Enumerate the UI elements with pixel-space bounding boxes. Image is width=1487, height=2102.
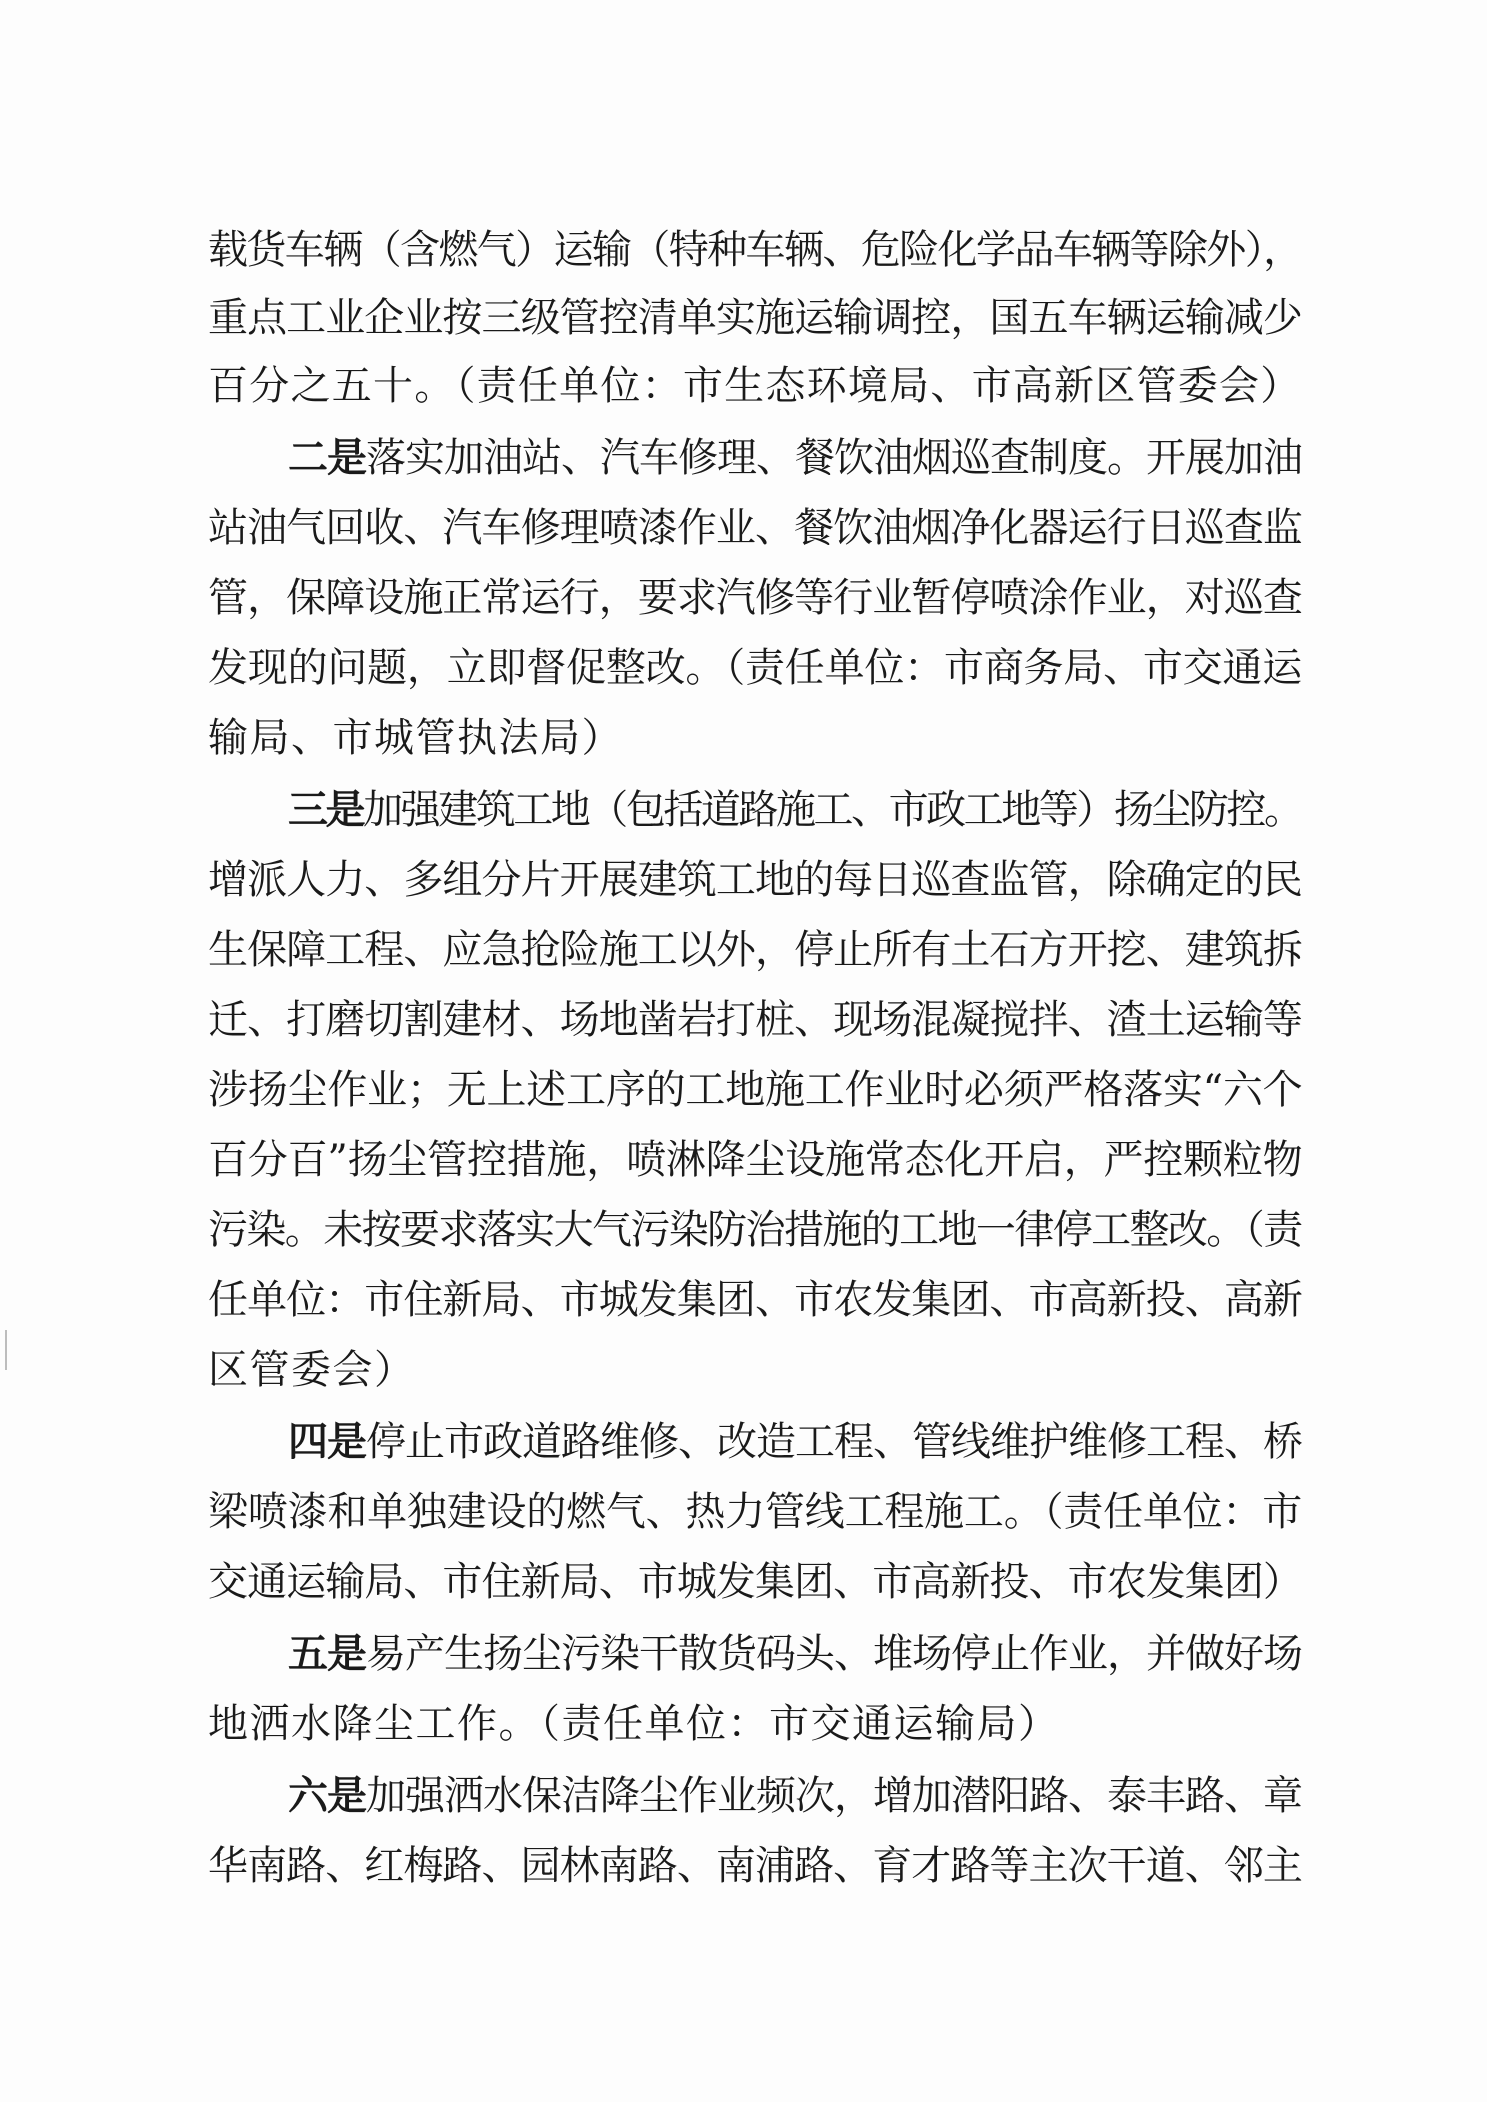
line-text: 百分百”扬尘管控措施，喷淋降尘设施常态化开启，严控颗粒物 (208, 1137, 1303, 1183)
text-line (208, 502, 1302, 554)
text-line (208, 292, 1302, 344)
line-text: 停止市政道路维修、改造工程、管线维护维修工程、桥 (366, 1419, 1302, 1465)
text-line (208, 1344, 416, 1396)
item-lead: 四是 (288, 1418, 366, 1465)
line-text: 地洒水降尘工作。（责任单位：市交通运输局） (208, 1701, 1060, 1747)
text-line (208, 360, 1302, 412)
line-text: 管，保障设施正常运行，要求汽修等行业暂停喷涂作业，对巡查 (208, 575, 1302, 621)
text-line (208, 1204, 1302, 1256)
text-line (288, 432, 1302, 484)
line-text: 落实加油站、汽车修理、餐饮油烟巡查制度。开展加油 (366, 435, 1302, 481)
text-line (288, 1416, 1302, 1468)
line-text: 生保障工程、应急抢险施工以外，停止所有土石方开挖、建筑拆 (208, 927, 1302, 973)
line-text: 增派人力、多组分片开展建筑工地的每日巡查监管，除确定的民 (208, 857, 1302, 903)
line-text: 站油气回收、汽车修理喷漆作业、餐饮油烟净化器运行日巡查监 (208, 505, 1302, 551)
item-lead: 三是 (288, 786, 364, 833)
line-text: 迁、打磨切割建材、场地凿岩打桩、现场混凝搅拌、渣土运输等 (208, 997, 1302, 1043)
line-text: 区管委会） (208, 1347, 416, 1393)
text-line (208, 642, 1302, 694)
line-text: 华南路、红梅路、园林南路、南浦路、育才路等主次干道、邻主 (208, 1843, 1302, 1889)
item-lead: 六是 (288, 1772, 366, 1819)
item-lead: 五是 (288, 1630, 366, 1677)
line-text: 污染。未按要求落实大气污染防治措施的工地一律停工整改。（责 (208, 1207, 1302, 1253)
text-line (208, 1134, 1302, 1186)
text-line (208, 1698, 1060, 1750)
text-line (208, 712, 623, 764)
line-text: 载货车辆（含燃气）运输（特种车辆、危险化学品车辆等除外）， (208, 227, 1302, 273)
text-line (208, 1556, 1302, 1608)
text-line (208, 1840, 1302, 1892)
line-text: 重点工业企业按三级管控清单实施运输调控，国五车辆运输减少 (208, 295, 1302, 341)
line-text: 百分之五十。（责任单位：市生态环境局、市高新区管委会） (208, 363, 1302, 409)
line-text: 交通运输局、市住新局、市城发集团、市高新投、市农发集团） (208, 1559, 1302, 1605)
scan-margin-mark (5, 1330, 7, 1370)
line-text: 易产生扬尘污染干散货码头、堆场停止作业，并做好场 (366, 1631, 1302, 1677)
text-line (288, 784, 1302, 836)
line-text: 加强建筑工地（包括道路施工、市政工地等）扬尘防控。 (363, 787, 1302, 833)
item-lead: 二是 (288, 434, 366, 481)
line-text: 加强洒水保洁降尘作业频次，增加潜阳路、泰丰路、章 (366, 1773, 1302, 1819)
line-text: 发现的问题，立即督促整改。（责任单位：市商务局、市交通运 (208, 645, 1302, 691)
text-line (208, 854, 1302, 906)
line-text: 输局、市城管执法局） (208, 715, 623, 761)
text-line (208, 1274, 1302, 1326)
text-line (208, 994, 1302, 1046)
line-text: 任单位：市住新局、市城发集团、市农发集团、市高新投、高新 (208, 1277, 1302, 1323)
text-line (208, 572, 1302, 624)
text-line (288, 1628, 1302, 1680)
line-text: 梁喷漆和单独建设的燃气、热力管线工程施工。（责任单位：市 (208, 1489, 1302, 1535)
text-line (208, 1486, 1302, 1538)
text-line (208, 1064, 1302, 1116)
text-line (208, 224, 1302, 276)
text-line (208, 924, 1302, 976)
line-text: 涉扬尘作业；无上述工序的工地施工作业时必须严格落实“六个 (208, 1067, 1303, 1113)
text-line (288, 1770, 1302, 1822)
